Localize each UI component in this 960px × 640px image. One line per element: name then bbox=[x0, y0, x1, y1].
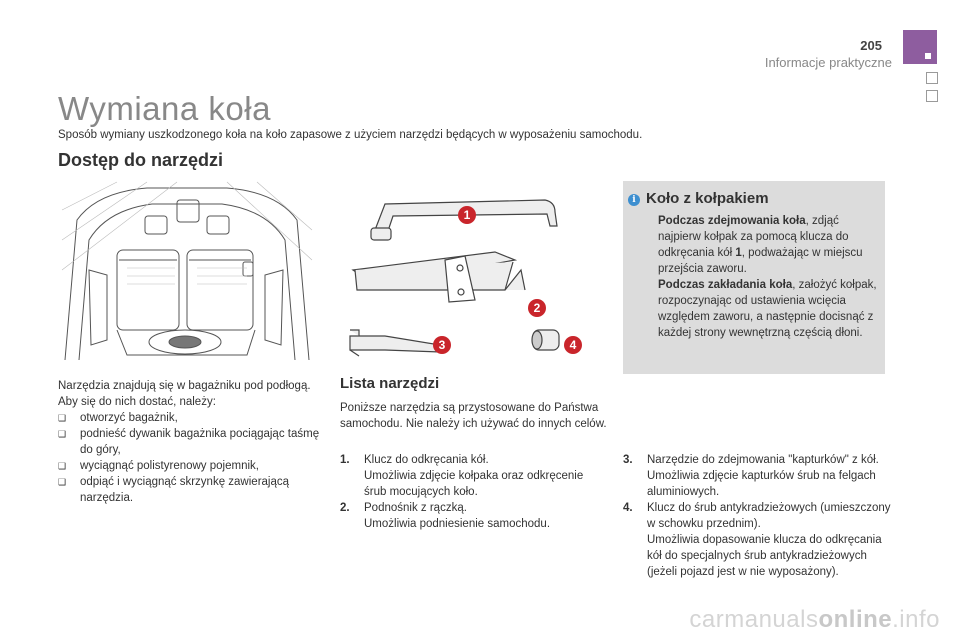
list-item: ❑ wyciągnąć polistyrenowy pojemnik, bbox=[58, 460, 259, 472]
page-title: Wymiana koła bbox=[58, 90, 271, 127]
tool-list-col-1 bbox=[340, 452, 608, 532]
tools-illustration bbox=[345, 190, 595, 365]
list-item: ❑ odpiąć i wyciągnąć skrzynkę zawierającą narzędzia. bbox=[58, 476, 290, 504]
callout-3-icon bbox=[433, 336, 451, 354]
list-item: 3. Narzędzie do zdejmowania "kapturków" z kół. Umożliwia zdjęcie kapturków śrub na felgach aluminiowych. bbox=[623, 454, 879, 498]
info-paragraph-1: Podczas zdejmowania koła, zdjąć najpierw kołpak za pomocą klucza do odkręcania kół 1, podważając w miejscu przejścia zaworu. bbox=[658, 215, 863, 275]
nav-box-1 bbox=[926, 72, 938, 84]
callout-1-label: 1 bbox=[463, 208, 471, 222]
info-box-title: Koło z kołpakiem bbox=[646, 190, 769, 207]
info-icon: i bbox=[628, 194, 640, 206]
list-item: 4. Klucz do śrub antykradzieżowych (umieszczony w schowku przednim). Umożliwia dopasowanie klucza do odkręcania kół do specjalnych śrub antykradzieżowych (jeżeli pojazd jest w nie wyposażony). bbox=[623, 502, 891, 578]
watermark: carmanualsonline.info bbox=[689, 606, 940, 633]
info-paragraph-2: Podczas zakładania koła, założyć kołpak, rozpoczynając od ustawienia wcięcia względem zaworu, a następnie docisnąć z każdej strony wewnętrzną częścią dłoni. bbox=[658, 279, 877, 339]
page-subtitle: Sposób wymiany uszkodzonego koła na koło zapasowe z użyciem narzędzi będących w wyposażeniu samochodu. bbox=[58, 129, 643, 141]
page-number: 205 bbox=[860, 38, 882, 53]
steps-list bbox=[58, 410, 320, 506]
check-box-icon: ❑ bbox=[58, 461, 67, 471]
callout-4-label: 4 bbox=[569, 338, 577, 352]
info-box-text bbox=[658, 213, 883, 341]
callout-3-label: 3 bbox=[438, 338, 446, 352]
section-name: Informacje praktyczne bbox=[764, 55, 892, 70]
tools-location-text bbox=[58, 378, 320, 506]
check-box-icon: ❑ bbox=[58, 477, 67, 487]
list-item: 2. Podnośnik z rączką. Umożliwia podniesienie samochodu. bbox=[340, 502, 551, 530]
callout-2-label: 2 bbox=[533, 301, 541, 315]
list-item: ❑ podnieść dywanik bagażnika pociągając taśmę do góry, bbox=[58, 428, 320, 456]
check-box-icon: ❑ bbox=[58, 429, 67, 439]
list-item: ❑ otworzyć bagażnik, bbox=[58, 412, 178, 424]
tool-list-intro: Poniższe narzędzia są przystosowane do Państwa samochodu. Nie należy ich używać do innych celów. bbox=[340, 402, 607, 430]
callout-4-icon bbox=[564, 336, 582, 354]
intro-line-2: Aby się do nich dostać, należy: bbox=[58, 396, 216, 408]
tool-list-col-2 bbox=[623, 452, 891, 580]
chapter-tab-dot bbox=[925, 53, 931, 59]
callout-2-icon bbox=[528, 299, 546, 317]
chapter-tab bbox=[903, 30, 937, 64]
tool-list-heading: Lista narzędzi bbox=[340, 375, 440, 392]
nav-box-2 bbox=[926, 90, 938, 102]
list-item: 1. Klucz do odkręcania kół. Umożliwia zdjęcie kołpaka oraz odkręcenie śrub mocujących koło. bbox=[340, 454, 584, 498]
trunk-illustration bbox=[57, 180, 315, 364]
section-heading: Dostęp do narzędzi bbox=[58, 150, 224, 170]
callout-1-icon bbox=[458, 206, 476, 224]
intro-line-1: Narzędzia znajdują się w bagażniku pod podłogą. bbox=[58, 380, 311, 392]
check-box-icon: ❑ bbox=[58, 413, 67, 423]
